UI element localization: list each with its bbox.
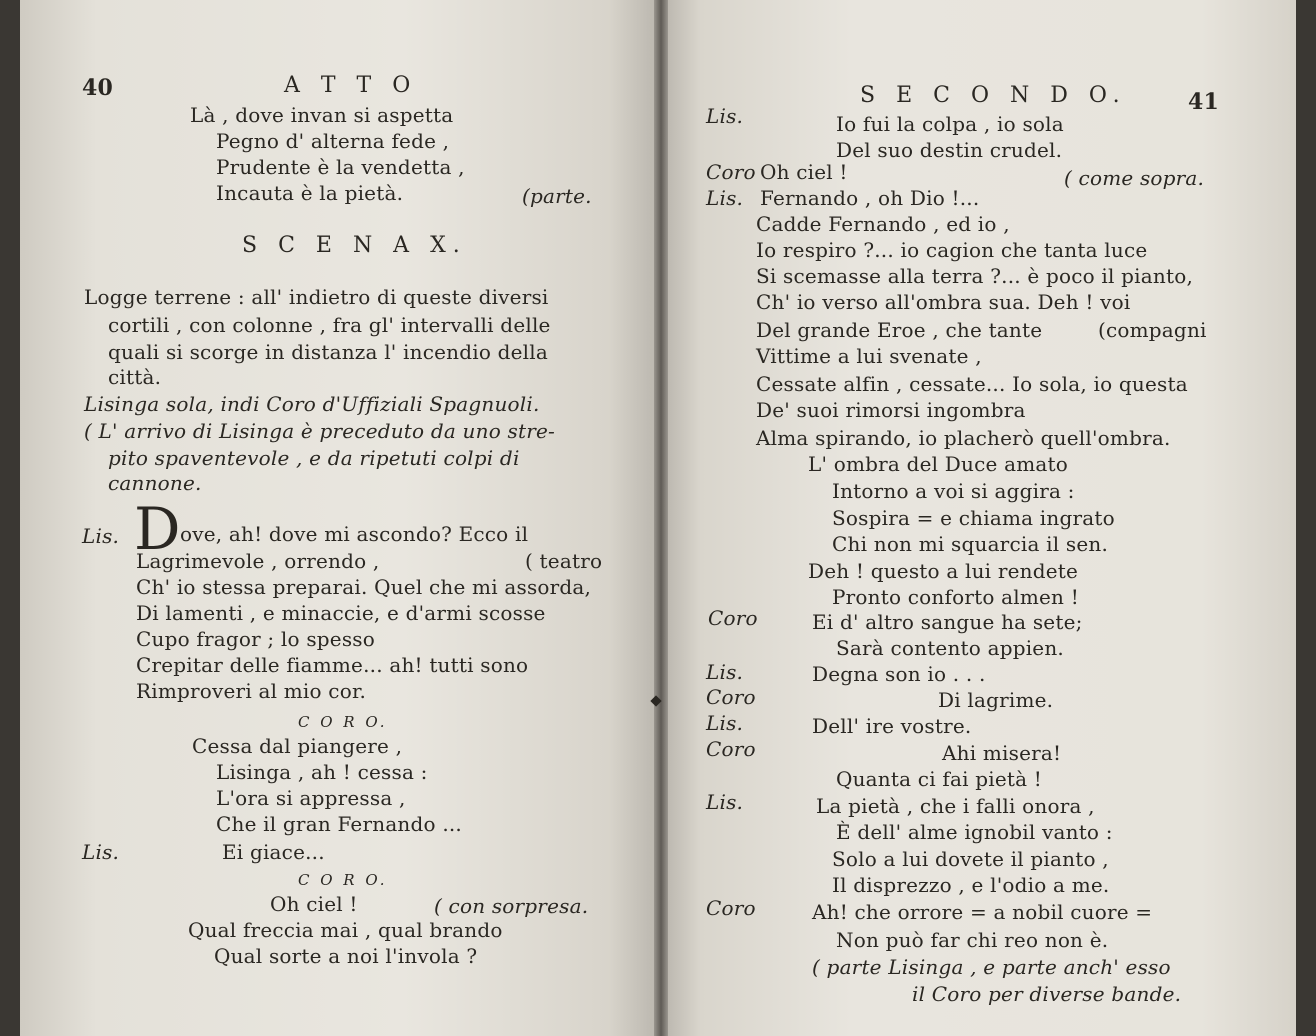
page-number-right: 41 bbox=[1188, 89, 1220, 115]
speaker-label: Lis. bbox=[706, 711, 744, 735]
speech-line: Fernando , oh Dio !... bbox=[760, 186, 980, 210]
chorus-line: Che il gran Fernando ... bbox=[216, 812, 462, 836]
speaker-label: Coro bbox=[706, 685, 756, 709]
speech-line: Crepitar delle fiamme... ah! tutti sono bbox=[136, 653, 529, 677]
speech-line: Oh ciel ! bbox=[760, 160, 848, 184]
dialogue-line: Ei d' altro sangue ha sete; bbox=[812, 610, 1083, 634]
dialogue-line: Quanta ci fai pietà ! bbox=[836, 767, 1043, 791]
speech-line: Cupo fragor ; lo spesso bbox=[136, 627, 375, 651]
speaker-label: Lis. bbox=[82, 524, 120, 548]
monologue-line-compagni: (compagni bbox=[1098, 318, 1207, 342]
scene-title: S C E N A X. bbox=[242, 233, 467, 258]
speech-line: Io fui la colpa , io sola bbox=[836, 112, 1064, 136]
chorus-label: C O R O. bbox=[298, 713, 388, 731]
speaker-label: Lis. bbox=[706, 104, 744, 128]
monologue-line: Io respiro ?... io cagion che tanta luce bbox=[756, 238, 1148, 262]
dialogue-line: Il disprezzo , e l'odio a me. bbox=[832, 873, 1110, 897]
dialogue-line: La pietà , che i falli onora , bbox=[816, 794, 1095, 818]
aria-line: Chi non mi squarcia il sen. bbox=[832, 532, 1109, 556]
dialogue-line: Ah! che orrore = a nobil cuore = bbox=[812, 900, 1153, 924]
chorus-line: Lisinga , ah ! cessa : bbox=[216, 760, 428, 784]
stage-direction: ( come sopra. bbox=[1064, 166, 1205, 190]
italic-direction-line: cannone. bbox=[108, 471, 202, 495]
dialogue-line: Non può far chi reo non è. bbox=[836, 928, 1109, 952]
speech-line: Di lamenti , e minaccie, e d'armi scosse bbox=[136, 601, 546, 625]
speaker-label: Coro bbox=[706, 896, 756, 920]
speech-line: ove, ah! dove mi ascondo? Ecco il bbox=[180, 522, 529, 546]
speech-line: Lagrimevole , orrendo , bbox=[136, 549, 380, 573]
italic-direction-line: pito spaventevole , e da ripetuti colpi di bbox=[108, 446, 520, 470]
speech-line: Ei giace... bbox=[222, 840, 325, 864]
monologue-line: Del grande Eroe , che tante bbox=[756, 318, 1043, 342]
exit-direction: il Coro per diverse bande. bbox=[912, 982, 1182, 1006]
aria-line: Pegno d' alterna fede , bbox=[216, 129, 450, 153]
book-gutter bbox=[654, 0, 668, 1036]
running-head-right: S E C O N D O. bbox=[860, 83, 1127, 108]
aria-line: Incauta è la pietà. bbox=[216, 181, 404, 205]
speech-line: Ch' io stessa preparai. Quel che mi assorda, bbox=[136, 575, 592, 599]
exit-direction: ( parte Lisinga , e parte anch' esso bbox=[812, 955, 1171, 979]
speech-line: Rimproveri al mio cor. bbox=[136, 679, 367, 703]
chorus-line: Qual sorte a noi l'invola ? bbox=[214, 944, 478, 968]
monologue-line: Alma spirando, io placherò quell'ombra. bbox=[756, 426, 1171, 450]
monologue-line: Cadde Fernando , ed io , bbox=[756, 212, 1010, 236]
aria-line: Intorno a voi si aggira : bbox=[832, 479, 1075, 503]
stage-setting-line: Logge terrene : all' indietro di queste diversi bbox=[84, 285, 549, 309]
dialogue-line: Dell' ire vostre. bbox=[812, 714, 972, 738]
monologue-line: Si scemasse alla terra ?... è poco il pianto, bbox=[756, 264, 1194, 288]
speaker-label: Lis. bbox=[706, 660, 744, 684]
stage-direction-parte: (parte. bbox=[522, 184, 592, 208]
aria-line: Deh ! questo a lui rendete bbox=[808, 559, 1079, 583]
monologue-line: De' suoi rimorsi ingombra bbox=[756, 398, 1026, 422]
dialogue-line: È dell' alme ignobil vanto : bbox=[836, 820, 1113, 844]
stage-setting-line: quali si scorge in distanza l' incendio della bbox=[108, 340, 548, 364]
italic-direction-line: ( L' arrivo di Lisinga è preceduto da uno stre- bbox=[84, 419, 555, 443]
chorus-label: C O R O. bbox=[298, 871, 388, 889]
dialogue-line: Sarà contento appien. bbox=[836, 636, 1064, 660]
chorus-line: Oh ciel ! bbox=[270, 892, 358, 916]
monologue-line: Cessate alfin , cessate... Io sola, io questa bbox=[756, 372, 1188, 396]
dialogue-line: Ahi misera! bbox=[942, 741, 1062, 765]
characters-line: Lisinga sola, indi Coro d'Uffiziali Spagnuoli. bbox=[84, 392, 540, 416]
speaker-label: Coro bbox=[708, 606, 758, 630]
aria-line: Là , dove invan si aspetta bbox=[190, 103, 454, 127]
monologue-line: Ch' io verso all'ombra sua. Deh ! voi bbox=[756, 290, 1131, 314]
drop-cap: D bbox=[134, 495, 181, 563]
running-head-left: A T T O bbox=[284, 73, 418, 98]
speaker-label: Lis. bbox=[706, 186, 744, 210]
chorus-line: L'ora si appressa , bbox=[216, 786, 406, 810]
speaker-label: Coro bbox=[706, 737, 756, 761]
speech-line-teatro: ( teatro bbox=[525, 549, 603, 573]
speaker-label: Lis. bbox=[706, 790, 744, 814]
aria-line: Prudente è la vendetta , bbox=[216, 155, 465, 179]
speaker-label: Coro bbox=[706, 160, 756, 184]
dialogue-line: Degna son io . . . bbox=[812, 662, 986, 686]
aria-line: L' ombra del Duce amato bbox=[808, 452, 1068, 476]
monologue-line: Vittime a lui svenate , bbox=[756, 344, 982, 368]
stage-direction: ( con sorpresa. bbox=[434, 894, 589, 918]
chorus-line: Qual freccia mai , qual brando bbox=[188, 918, 503, 942]
dialogue-line: Di lagrime. bbox=[938, 688, 1054, 712]
dialogue-line: Solo a lui dovete il pianto , bbox=[832, 847, 1109, 871]
stage-setting-line: città. bbox=[108, 365, 162, 389]
speaker-label: Lis. bbox=[82, 840, 120, 864]
speech-line: Del suo destin crudel. bbox=[836, 138, 1063, 162]
chorus-line: Cessa dal piangere , bbox=[192, 734, 403, 758]
aria-line: Pronto conforto almen ! bbox=[832, 585, 1079, 609]
stage-setting-line: cortili , con colonne , fra gl' intervalli delle bbox=[108, 313, 551, 337]
page-number-left: 40 bbox=[82, 75, 114, 101]
aria-line: Sospira = e chiama ingrato bbox=[832, 506, 1115, 530]
